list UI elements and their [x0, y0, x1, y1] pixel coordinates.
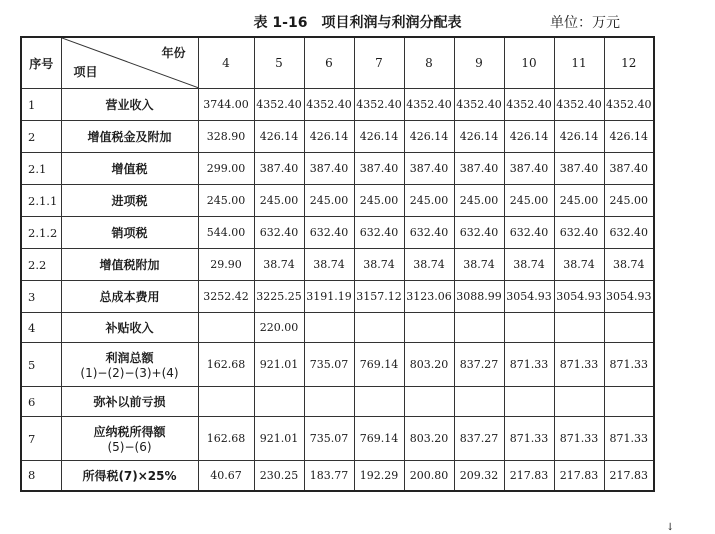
table-number: 表 1-16: [253, 15, 308, 31]
value-cell: 200.80: [404, 461, 454, 491]
value-cell: 871.33: [554, 343, 604, 387]
value-cell: [504, 387, 554, 417]
value-cell: 4352.40: [304, 89, 354, 121]
row-seq: 1: [21, 89, 61, 121]
value-cell: 162.68: [198, 417, 254, 461]
value-cell: [198, 313, 254, 343]
table-row: [21, 417, 654, 461]
value-cell: 387.40: [354, 153, 404, 185]
year-header: 6: [304, 37, 354, 89]
row-item: [61, 343, 198, 387]
value-cell: 220.00: [254, 313, 304, 343]
year-header: 5: [254, 37, 304, 89]
value-cell: 387.40: [404, 153, 454, 185]
value-cell: 38.74: [354, 249, 404, 281]
row-item-formula: (5)−(6): [107, 440, 152, 454]
value-cell: 921.01: [254, 417, 304, 461]
row-item-label: 总成本费用: [99, 290, 160, 304]
table-row: [21, 89, 654, 121]
value-cell: 3088.99: [454, 281, 504, 313]
value-cell: 3054.93: [554, 281, 604, 313]
value-cell: 192.29: [354, 461, 404, 491]
row-item: [61, 249, 198, 281]
value-cell: 871.33: [554, 417, 604, 461]
value-cell: 632.40: [454, 217, 504, 249]
row-item: [61, 461, 198, 491]
table-row: [21, 461, 654, 491]
value-cell: [354, 387, 404, 417]
value-cell: 245.00: [304, 185, 354, 217]
value-cell: 803.20: [404, 417, 454, 461]
value-cell: 769.14: [354, 343, 404, 387]
value-cell: 245.00: [354, 185, 404, 217]
year-header: 4: [198, 37, 254, 89]
value-cell: [354, 313, 404, 343]
row-item: [61, 387, 198, 417]
value-cell: 3191.19: [304, 281, 354, 313]
value-cell: 3744.00: [198, 89, 254, 121]
value-cell: 3252.42: [198, 281, 254, 313]
row-seq: 6: [21, 387, 61, 417]
value-cell: [604, 313, 654, 343]
value-cell: 871.33: [504, 343, 554, 387]
value-cell: 245.00: [198, 185, 254, 217]
value-cell: 921.01: [254, 343, 304, 387]
value-cell: [304, 387, 354, 417]
value-cell: [554, 313, 604, 343]
value-cell: 735.07: [304, 417, 354, 461]
header-seq: 序号: [21, 37, 61, 89]
year-header: 7: [354, 37, 404, 89]
value-cell: 735.07: [304, 343, 354, 387]
value-cell: 4352.40: [354, 89, 404, 121]
value-cell: 632.40: [504, 217, 554, 249]
row-item-formula: (1)−(2)−(3)+(4): [80, 366, 179, 380]
value-cell: 387.40: [454, 153, 504, 185]
value-cell: 871.33: [504, 417, 554, 461]
value-cell: 632.40: [254, 217, 304, 249]
year-header: 9: [454, 37, 504, 89]
value-cell: 245.00: [404, 185, 454, 217]
value-cell: [304, 313, 354, 343]
value-cell: 4352.40: [604, 89, 654, 121]
value-cell: 40.67: [198, 461, 254, 491]
value-cell: 299.00: [198, 153, 254, 185]
value-cell: 29.90: [198, 249, 254, 281]
value-cell: 245.00: [454, 185, 504, 217]
table-row: [21, 217, 654, 249]
value-cell: 3123.06: [404, 281, 454, 313]
row-item: [61, 313, 198, 343]
row-item-label: 增值税金及附加: [87, 130, 172, 144]
header-item: 项目: [73, 65, 98, 79]
value-cell: 217.83: [604, 461, 654, 491]
row-item: [61, 417, 198, 461]
value-cell: 4352.40: [254, 89, 304, 121]
value-cell: 632.40: [404, 217, 454, 249]
value-cell: 38.74: [254, 249, 304, 281]
year-header: 11: [554, 37, 604, 89]
value-cell: 3054.93: [604, 281, 654, 313]
row-item: [61, 121, 198, 153]
value-cell: 3225.25: [254, 281, 304, 313]
value-cell: [454, 313, 504, 343]
row-item-label: 利润总额: [105, 351, 154, 365]
row-item-label: 补贴收入: [105, 321, 154, 335]
table-row: [21, 185, 654, 217]
row-item: [61, 153, 198, 185]
value-cell: [198, 387, 254, 417]
value-cell: 328.90: [198, 121, 254, 153]
value-cell: 217.83: [554, 461, 604, 491]
value-cell: 426.14: [404, 121, 454, 153]
row-item-label: 增值税附加: [99, 258, 160, 272]
header-diagonal-cell: [61, 37, 198, 89]
value-cell: 230.25: [254, 461, 304, 491]
table-row: [21, 313, 654, 343]
value-cell: 38.74: [454, 249, 504, 281]
value-cell: 4352.40: [554, 89, 604, 121]
row-item-label: 销项税: [111, 226, 148, 240]
value-cell: 4352.40: [454, 89, 504, 121]
header-row: [21, 37, 654, 89]
row-seq: 7: [21, 417, 61, 461]
value-cell: 426.14: [504, 121, 554, 153]
value-cell: 38.74: [504, 249, 554, 281]
value-cell: [404, 387, 454, 417]
value-cell: 245.00: [504, 185, 554, 217]
row-item-label: 应纳税所得额: [93, 425, 166, 439]
table-row: [21, 249, 654, 281]
row-seq: 4: [21, 313, 61, 343]
value-cell: 426.14: [454, 121, 504, 153]
row-seq: 2.1.1: [21, 185, 61, 217]
value-cell: 426.14: [554, 121, 604, 153]
value-cell: 387.40: [554, 153, 604, 185]
value-cell: [454, 387, 504, 417]
row-seq: 3: [21, 281, 61, 313]
row-item-label: 进项税: [111, 194, 148, 208]
table-caption: 项目利润与利润分配表: [321, 15, 462, 31]
value-cell: 837.27: [454, 343, 504, 387]
value-cell: 426.14: [354, 121, 404, 153]
year-header: 12: [604, 37, 654, 89]
row-seq: 2.2: [21, 249, 61, 281]
value-cell: 871.33: [604, 343, 654, 387]
value-cell: 632.40: [304, 217, 354, 249]
value-cell: 387.40: [304, 153, 354, 185]
profit-table: [20, 36, 655, 492]
value-cell: 769.14: [354, 417, 404, 461]
row-item-label: 营业收入: [105, 98, 154, 112]
row-seq: 2: [21, 121, 61, 153]
row-item-label: 弥补以前亏损: [93, 395, 166, 409]
value-cell: 38.74: [304, 249, 354, 281]
value-cell: 426.14: [604, 121, 654, 153]
table-row: [21, 343, 654, 387]
value-cell: 803.20: [404, 343, 454, 387]
year-header: 8: [404, 37, 454, 89]
value-cell: 387.40: [504, 153, 554, 185]
table-row: [21, 153, 654, 185]
row-item: [61, 89, 198, 121]
value-cell: 544.00: [198, 217, 254, 249]
row-seq: 2.1.2: [21, 217, 61, 249]
value-cell: 426.14: [304, 121, 354, 153]
table-row: [21, 387, 654, 417]
value-cell: 4352.40: [404, 89, 454, 121]
value-cell: [254, 387, 304, 417]
value-cell: 245.00: [554, 185, 604, 217]
value-cell: [554, 387, 604, 417]
header-year: 年份: [161, 46, 186, 60]
value-cell: 38.74: [554, 249, 604, 281]
value-cell: 3054.93: [504, 281, 554, 313]
value-cell: 871.33: [604, 417, 654, 461]
value-cell: 632.40: [604, 217, 654, 249]
value-cell: 162.68: [198, 343, 254, 387]
value-cell: 387.40: [254, 153, 304, 185]
table-row: [21, 281, 654, 313]
value-cell: 426.14: [254, 121, 304, 153]
row-seq: 8: [21, 461, 61, 491]
row-seq: 5: [21, 343, 61, 387]
unit-label: 单位：万元: [550, 15, 620, 31]
value-cell: [604, 387, 654, 417]
value-cell: 217.83: [504, 461, 554, 491]
year-header: 10: [504, 37, 554, 89]
value-cell: 38.74: [404, 249, 454, 281]
row-item: [61, 281, 198, 313]
paragraph-mark: ↓: [666, 522, 675, 533]
row-seq: 2.1: [21, 153, 61, 185]
value-cell: 38.74: [604, 249, 654, 281]
value-cell: 4352.40: [504, 89, 554, 121]
table-body: [21, 89, 654, 491]
value-cell: 245.00: [604, 185, 654, 217]
row-item-label: 增值税: [111, 162, 148, 176]
row-item: [61, 185, 198, 217]
value-cell: 3157.12: [354, 281, 404, 313]
row-item: [61, 217, 198, 249]
value-cell: 632.40: [554, 217, 604, 249]
value-cell: 387.40: [604, 153, 654, 185]
row-item-label: 所得税(7)×25%: [82, 468, 177, 483]
value-cell: 245.00: [254, 185, 304, 217]
value-cell: [404, 313, 454, 343]
value-cell: [504, 313, 554, 343]
table-row: [21, 121, 654, 153]
value-cell: 183.77: [304, 461, 354, 491]
value-cell: 632.40: [354, 217, 404, 249]
value-cell: 209.32: [454, 461, 504, 491]
value-cell: 837.27: [454, 417, 504, 461]
